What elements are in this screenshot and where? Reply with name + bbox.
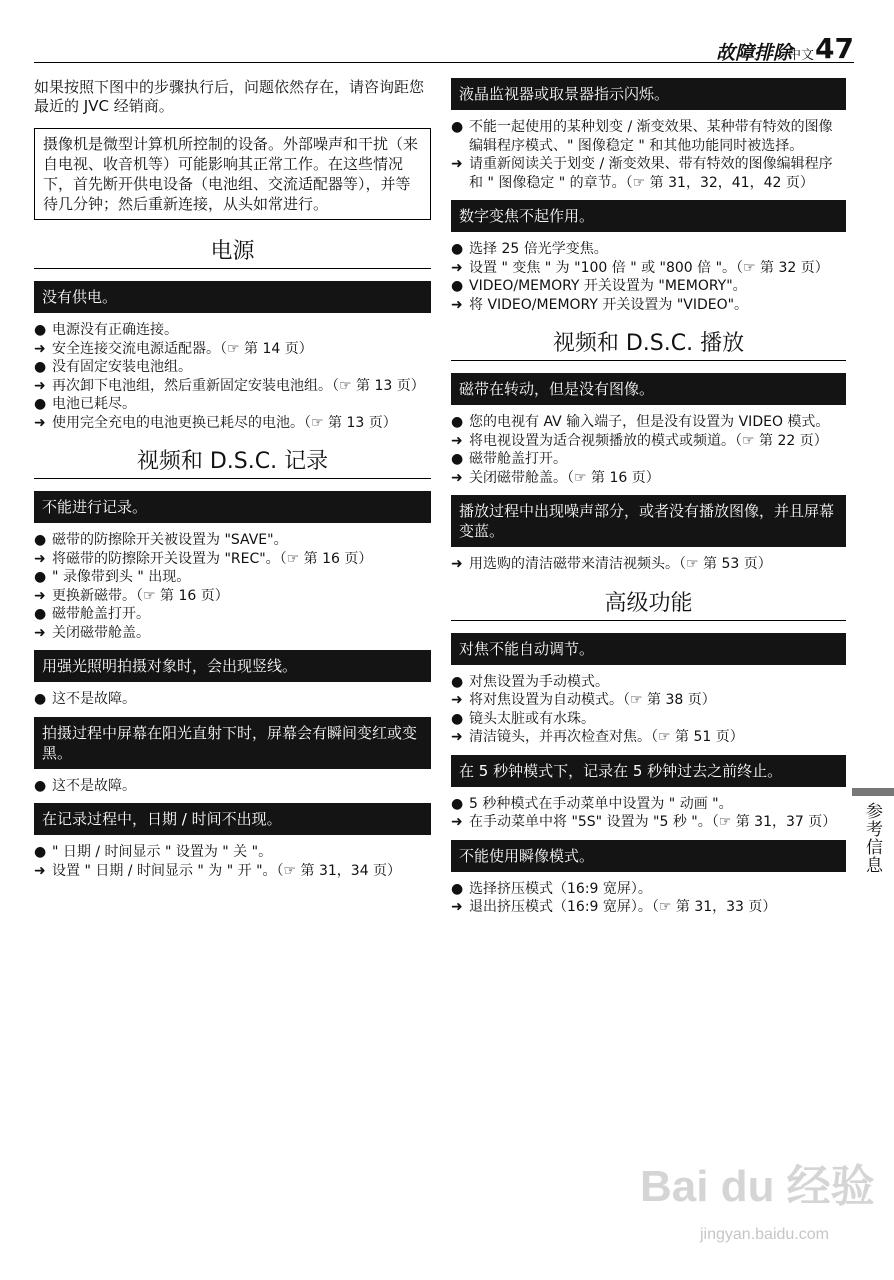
issue-no-image-items xyxy=(451,413,846,487)
list-item xyxy=(451,728,846,747)
arrow-icon: ➜ xyxy=(34,862,46,879)
issue-date-time: 在记录过程中，日期 / 时间不出现。 xyxy=(34,803,431,835)
side-tab-label: 参考信息 xyxy=(862,802,882,874)
list-item-text: 不能一起使用的某种划变 / 渐变效果、某种带有特效的图像编辑程序模式、" 图像稳定 " 和其他功能同时被选择。 xyxy=(469,119,833,154)
issue-5sec-mode-items xyxy=(451,795,846,832)
issue-no-image: 磁带在转动，但是没有图像。 xyxy=(451,373,846,405)
issue-focus-items xyxy=(451,673,846,747)
list-item-text: 对焦设置为手动模式。 xyxy=(469,673,609,690)
list-item-text: 将电视设置为适合视频播放的模式或频道。（☞ 第 22 页） xyxy=(469,432,828,449)
issue-no-power-items xyxy=(34,321,431,432)
list-item xyxy=(451,240,846,259)
list-item xyxy=(34,624,431,643)
list-item xyxy=(451,555,846,574)
list-item-text: 磁带舱盖打开。 xyxy=(469,451,567,467)
list-item xyxy=(451,795,846,814)
watermark-url: jingyan.baidu.com xyxy=(700,1226,829,1243)
list-item-text: 用选购的清洁磁带来清洁视频头。（☞ 第 53 页） xyxy=(469,556,772,572)
list-item xyxy=(451,691,846,710)
list-item xyxy=(451,813,846,832)
list-item-text: 磁带的防擦除开关被设置为 "SAVE"。 xyxy=(52,532,288,548)
list-item-text: 关闭磁带舱盖。（☞ 第 16 页） xyxy=(469,469,660,486)
issue-focus: 对焦不能自动调节。 xyxy=(451,633,846,665)
list-item-text: 镜头太脏或有水珠。 xyxy=(469,710,595,727)
page-number: 47 xyxy=(815,32,854,65)
list-item xyxy=(34,321,431,340)
page-title: 故障排除 xyxy=(715,42,792,64)
side-tab xyxy=(852,788,894,880)
list-item xyxy=(34,414,431,433)
list-item xyxy=(34,358,431,377)
list-item xyxy=(451,413,846,432)
issue-no-power: 没有供电。 xyxy=(34,281,431,313)
list-item-text: 请重新阅读关于划变 / 渐变效果、带有特效的图像编辑程序和 " 图像稳定 " 的章节。（☞ 第 31，32，41，42 页） xyxy=(469,156,833,191)
list-item xyxy=(451,277,846,296)
list-item-text: 设置 " 变焦 " 为 "100 倍 " 或 "800 倍 "。（☞ 第 32 页） xyxy=(469,259,829,276)
bullet-icon: ● xyxy=(34,606,47,622)
bullet-icon: ● xyxy=(451,795,464,812)
issue-digital-zoom-items xyxy=(451,240,846,314)
arrow-icon: ➜ xyxy=(451,814,463,830)
list-item xyxy=(34,568,431,587)
list-item xyxy=(451,469,846,488)
issue-indicator-blink: 液晶监视器或取景器指示闪烁。 xyxy=(451,78,846,110)
issue-cannot-record: 不能进行记录。 xyxy=(34,491,431,523)
bullet-icon: ● xyxy=(451,880,464,897)
list-item xyxy=(451,118,846,155)
arrow-icon: ➜ xyxy=(451,296,463,313)
issue-date-time-items xyxy=(34,843,431,880)
bullet-icon: ● xyxy=(34,844,47,860)
list-item xyxy=(451,898,846,917)
list-item-text: 这不是故障。 xyxy=(52,777,136,794)
issue-sunlight-items xyxy=(34,777,431,796)
bullet-icon: ● xyxy=(451,278,464,294)
list-item xyxy=(34,550,431,569)
list-item xyxy=(451,259,846,278)
list-item-text: 选择挤压模式（16:9 宽屏）。 xyxy=(469,880,652,897)
issue-vertical-lines-items xyxy=(34,690,431,709)
list-item-text: " 日期 / 时间显示 " 设置为 " 关 "。 xyxy=(52,844,273,860)
arrow-icon: ➜ xyxy=(451,469,463,486)
list-item xyxy=(34,531,431,550)
list-item-text: 再次卸下电池组，然后重新固定安装电池组。（☞ 第 13 页） xyxy=(52,377,425,394)
list-item xyxy=(34,843,431,862)
arrow-icon: ➜ xyxy=(451,259,463,276)
bullet-icon: ● xyxy=(34,532,47,548)
list-item xyxy=(34,862,431,881)
bullet-icon: ● xyxy=(451,451,464,467)
list-item-text: 清洁镜头，并再次检查对焦。（☞ 第 51 页） xyxy=(469,729,744,745)
list-item-text: 退出挤压模式（16:9 宽屏）。（☞ 第 31，33 页） xyxy=(469,899,777,915)
issue-vertical-lines: 用强光照明拍摄对象时，会出现竖线。 xyxy=(34,650,431,682)
arrow-icon: ➜ xyxy=(34,377,46,394)
list-item-text: 使用完全充电的电池更换已耗尽的电池。（☞ 第 13 页） xyxy=(52,414,397,431)
bullet-icon: ● xyxy=(451,710,464,727)
list-item-text: 将磁带的防擦除开关设置为 "REC"。（☞ 第 16 页） xyxy=(52,550,373,567)
side-tab-bar xyxy=(852,788,894,796)
list-item-text: 设置 " 日期 / 时间显示 " 为 " 开 "。（☞ 第 31，34 页） xyxy=(52,862,402,879)
bullet-icon: ● xyxy=(34,777,47,794)
list-item-text: 电源没有正确连接。 xyxy=(52,322,178,338)
bullet-icon: ● xyxy=(34,691,47,707)
list-item-text: 将 VIDEO/MEMORY 开关设置为 "VIDEO"。 xyxy=(469,296,749,313)
arrow-icon: ➜ xyxy=(451,556,463,572)
list-item xyxy=(451,155,846,192)
list-item-text: 将对焦设置为自动模式。（☞ 第 38 页） xyxy=(469,692,716,708)
list-item xyxy=(34,587,431,606)
issue-snapshot-items xyxy=(451,880,846,917)
list-item-text: 安全连接交流电源适配器。（☞ 第 14 页） xyxy=(52,340,313,357)
bullet-icon: ● xyxy=(451,119,464,135)
section-playback: 视频和 D.S.C. 播放 xyxy=(451,322,846,361)
issue-digital-zoom: 数字变焦不起作用。 xyxy=(451,200,846,232)
list-item-text: 没有固定安装电池组。 xyxy=(52,359,192,375)
list-item-text: 磁带舱盖打开。 xyxy=(52,606,150,622)
list-item xyxy=(451,432,846,451)
list-item xyxy=(451,673,846,692)
arrow-icon: ➜ xyxy=(34,587,46,604)
issue-snapshot: 不能使用瞬像模式。 xyxy=(451,840,846,872)
watermark-logo: Bai du 经验 xyxy=(640,1162,875,1211)
issue-sunlight: 拍摄过程中屏幕在阳光直射下时，屏幕会有瞬间变红或变黑。 xyxy=(34,717,431,769)
list-item xyxy=(34,377,431,396)
list-item xyxy=(34,395,431,414)
bullet-icon: ● xyxy=(451,241,464,257)
bullet-icon: ● xyxy=(34,322,47,338)
list-item-text: 5 秒种模式在手动菜单中设置为 " 动画 "。 xyxy=(469,795,733,812)
list-item xyxy=(451,880,846,899)
right-column xyxy=(451,78,846,925)
bullet-icon: ● xyxy=(451,673,464,690)
arrow-icon: ➜ xyxy=(34,550,46,567)
section-power: 电源 xyxy=(34,230,431,269)
arrow-icon: ➜ xyxy=(34,340,46,357)
arrow-icon: ➜ xyxy=(451,692,463,708)
issue-indicator-blink-items xyxy=(451,118,846,192)
list-item-text: 更换新磁带。（☞ 第 16 页） xyxy=(52,587,229,604)
issue-noise-blue: 播放过程中出现噪声部分，或者没有播放图像，并且屏幕变蓝。 xyxy=(451,495,846,547)
list-item xyxy=(34,690,431,709)
issue-noise-blue-items xyxy=(451,555,846,574)
list-item-text: 关闭磁带舱盖。 xyxy=(52,624,150,641)
list-item xyxy=(34,340,431,359)
arrow-icon: ➜ xyxy=(34,414,46,431)
note-box: 摄像机是微型计算机所控制的设备。外部噪声和干扰（来自电视、收音机等）可能影响其正常工作。在这些情况下，首先断开供电设备（电池组、交流适配器等），并等待几分钟；然后重新连接，从头如常进行。 xyxy=(34,128,431,220)
list-item-text: 您的电视有 AV 输入端子，但是没有设置为 VIDEO 模式。 xyxy=(469,414,830,430)
bullet-icon: ● xyxy=(451,414,464,430)
list-item xyxy=(34,605,431,624)
page-header xyxy=(34,32,854,65)
list-item xyxy=(451,296,846,315)
bullet-icon: ● xyxy=(34,569,47,585)
list-item-text: 在手动菜单中将 "5S" 设置为 "5 秒 "。（☞ 第 31，37 页） xyxy=(469,814,837,830)
intro-text: 如果按照下图中的步骤执行后，问题依然存在，请咨询距您最近的 JVC 经销商。 xyxy=(34,78,425,115)
list-item xyxy=(34,777,431,796)
language-label: 中文 xyxy=(787,48,814,63)
list-item-text: VIDEO/MEMORY 开关设置为 "MEMORY"。 xyxy=(469,278,747,294)
section-advanced: 高级功能 xyxy=(451,582,846,621)
left-column xyxy=(34,78,431,888)
arrow-icon: ➜ xyxy=(451,729,463,745)
list-item-text: " 录像带到头 " 出现。 xyxy=(52,569,191,585)
bullet-icon: ● xyxy=(34,359,47,375)
issue-cannot-record-items xyxy=(34,531,431,642)
arrow-icon: ➜ xyxy=(451,432,463,449)
issue-5sec-mode: 在 5 秒钟模式下，记录在 5 秒钟过去之前终止。 xyxy=(451,755,846,787)
list-item-text: 电池已耗尽。 xyxy=(52,396,136,412)
section-recording: 视频和 D.S.C. 记录 xyxy=(34,440,431,479)
bullet-icon: ● xyxy=(34,396,47,412)
list-item xyxy=(451,450,846,469)
arrow-icon: ➜ xyxy=(34,624,46,641)
arrow-icon: ➜ xyxy=(451,156,463,172)
list-item-text: 选择 25 倍光学变焦。 xyxy=(469,241,608,257)
list-item-text: 这不是故障。 xyxy=(52,691,136,707)
list-item xyxy=(451,710,846,729)
arrow-icon: ➜ xyxy=(451,899,463,915)
